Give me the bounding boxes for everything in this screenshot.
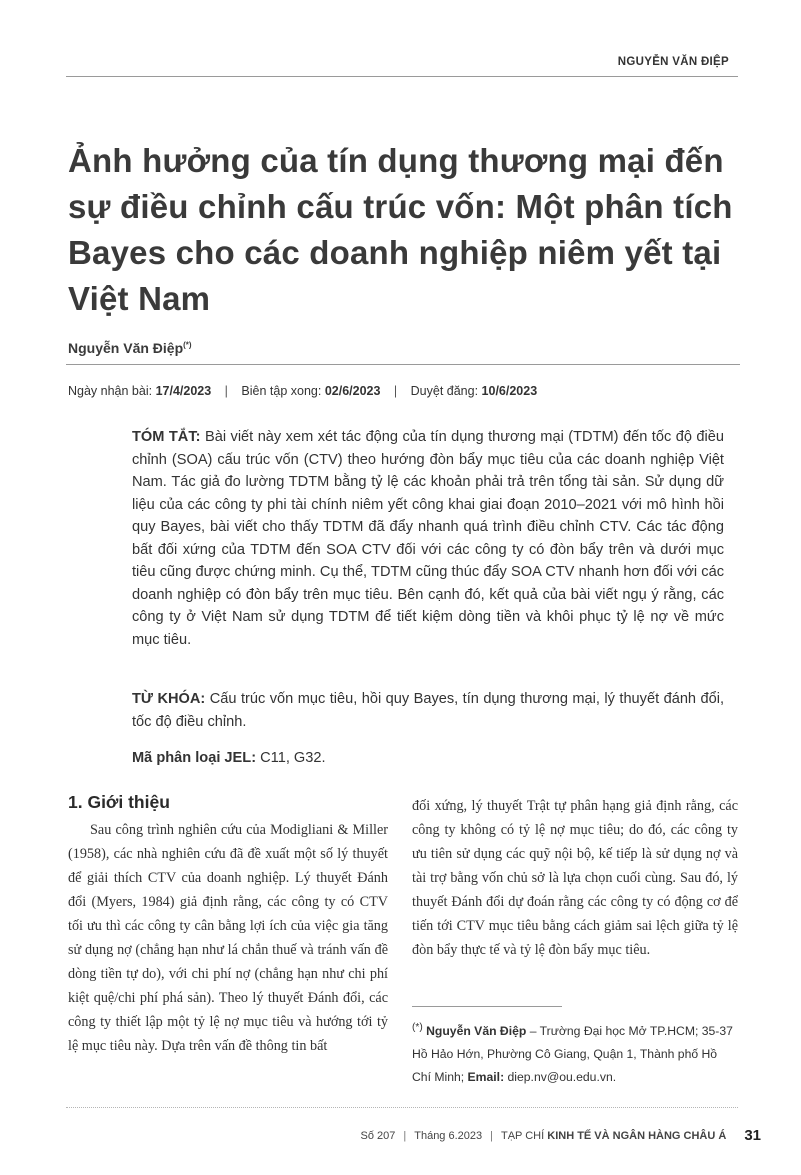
author-rule	[66, 364, 740, 365]
footnote-affiliation: – Trường Đại học Mở TP.HCM; 35-37 Hồ Hảo Hớn, Phường Cô Giang, Quận 1, Thành phố Hồ Chí Minh;	[412, 1024, 733, 1085]
body-column-left: Sau công trình nghiên cứu của Modigliani & Miller (1958), các nhà nghiên cứu đã đề xuất một số lý thuyết để giải thích CTV của doanh nghiệp. Lý thuyết Đánh đổi (Myers, 1984) giả định rằng, các công ty có CTV tối ưu thì các công ty cân bằng lợi ích của việc gia tăng sử dụng nợ (chẳng hạn như lá chắn thuế và tránh vấn đề dòng tiền tự do), với chi phí nợ (chẳng hạn như chi phí kiệt quệ/chi phí phá sản). Theo lý thuyết Đánh đổi, các công ty thiết lập một tỷ lệ nợ mục tiêu và hướng tới tỷ lệ mục tiêu này. Dựa trên vấn đề thông tin bất	[68, 822, 388, 1054]
received-label: Ngày nhận bài:	[68, 384, 153, 398]
header-rule	[66, 76, 738, 77]
page-number: 31	[744, 1127, 761, 1144]
received-date: 17/4/2023	[155, 384, 212, 398]
keywords-text: Cấu trúc vốn mục tiêu, hồi quy Bayes, tín dụng thương mại, lý thuyết đánh đổi, tốc độ điều chỉnh.	[132, 691, 725, 730]
footer-journal	[501, 1130, 726, 1142]
abstract	[132, 426, 724, 651]
running-head: NGUYỄN VĂN ĐIỆP	[617, 56, 729, 68]
dates-separator: |	[393, 384, 398, 398]
footer-month: Tháng 6.2023	[414, 1129, 483, 1142]
footer-journal-name: KINH TẾ VÀ NGÂN HÀNG CHÂU Á	[547, 1129, 727, 1142]
footnote	[412, 1016, 738, 1089]
footer-issue: Số 207	[360, 1129, 396, 1142]
approved-label: Duyệt đăng:	[410, 384, 479, 398]
keywords-label: TỪ KHÓA:	[132, 691, 206, 707]
dates-separator: |	[224, 384, 228, 398]
approved-date: 10/6/2023	[481, 384, 538, 398]
abstract-text: Bài viết này xem xét tác động của tín dụng thương mại (TDTM) đến tốc độ điều chỉnh (SOA) cấu trúc vốn (CTV) theo hướng đòn bẩy mục tiêu của các doanh nghiệp Việt Nam. Tác giả đo lường TDTM bằng tỷ lệ các khoản phải trả trên tổng tài sản. Sử dụng dữ liệu của các công ty phi tài chính niêm yết công khai giai đoạn 2010–2021 với mô hình hồi quy Bayes, bài viết cho thấy TDTM đã đẩy nhanh quá trình điều chỉnh CTV. Các tác động bất đối xứng của TDTM đến SOA CTV đối với các công ty có đòn bẩy trên và dưới mục tiêu cũng được chứng minh. Cụ thể, TDTM cũng thúc đẩy SOA CTV nhanh hơn đối với các doanh nghiệp có đòn bẩy trên mục tiêu. Bên cạnh đó, kết quả của bài viết ngụ ý rằng, các công ty ở Việt Nam sử dụng TDTM để tiết kiệm dòng tiền và khôi phục tỷ lệ nợ về mức mục tiêu.	[132, 429, 724, 648]
dates-line	[68, 384, 537, 398]
author-line	[68, 340, 192, 356]
jel-label: Mã phân loại JEL:	[132, 750, 257, 766]
edited-label: Biên tập xong:	[241, 384, 322, 398]
footnote-email[interactable]: diep.nv@ou.edu.vn.	[507, 1070, 617, 1085]
keywords	[132, 688, 724, 733]
body-column-right: đối xứng, lý thuyết Trật tự phân hạng giả định rằng, các công ty không có tỷ lệ nợ mục tiêu; do đó, các công ty ưu tiên sử dụng các quỹ nội bộ, kế tiếp là sử dụng nợ và tài trợ bằng vốn chủ sở là lựa chọn cuối cùng. Sau đó, lý thuyết Đánh đổi dự đoán rằng các công ty có động cơ để tiến tới CTV mục tiêu bằng cách giảm sai lệch giữa tỷ lệ đòn bẩy thực tế và tỷ lệ đòn bẩy mục tiêu.	[412, 798, 738, 958]
abstract-label: TÓM TẮT:	[132, 429, 201, 445]
footnote-email-label: Email:	[467, 1070, 505, 1085]
footnote-rule	[412, 1006, 562, 1007]
article-title: Ảnh hưởng của tín dụng thương mại đến sự điều chỉnh cấu trúc vốn: Một phân tích Bayes cho các doanh nghiệp niêm yết tại Việt Nam	[68, 142, 733, 317]
footnote-author: Nguyễn Văn Điệp	[426, 1024, 527, 1039]
jel-codes	[132, 750, 724, 766]
author-name: Nguyễn Văn Điệp	[68, 340, 184, 356]
page-footer: Số 207 | Tháng 6.2023 | TẠP CHÍ KINH TẾ VÀ NGÂN HÀNG CHÂU Á 31	[360, 1127, 761, 1144]
edited-date: 02/6/2023	[324, 384, 381, 398]
footer-rule	[66, 1107, 738, 1108]
section-title: 1. Giới thiệu	[68, 792, 170, 812]
footnote-mark: (*)	[412, 1022, 423, 1033]
author-mark: (*)	[183, 340, 192, 350]
footer-journal-prefix: TẠP CHÍ	[500, 1129, 545, 1142]
jel-text: C11, G32.	[260, 750, 326, 766]
